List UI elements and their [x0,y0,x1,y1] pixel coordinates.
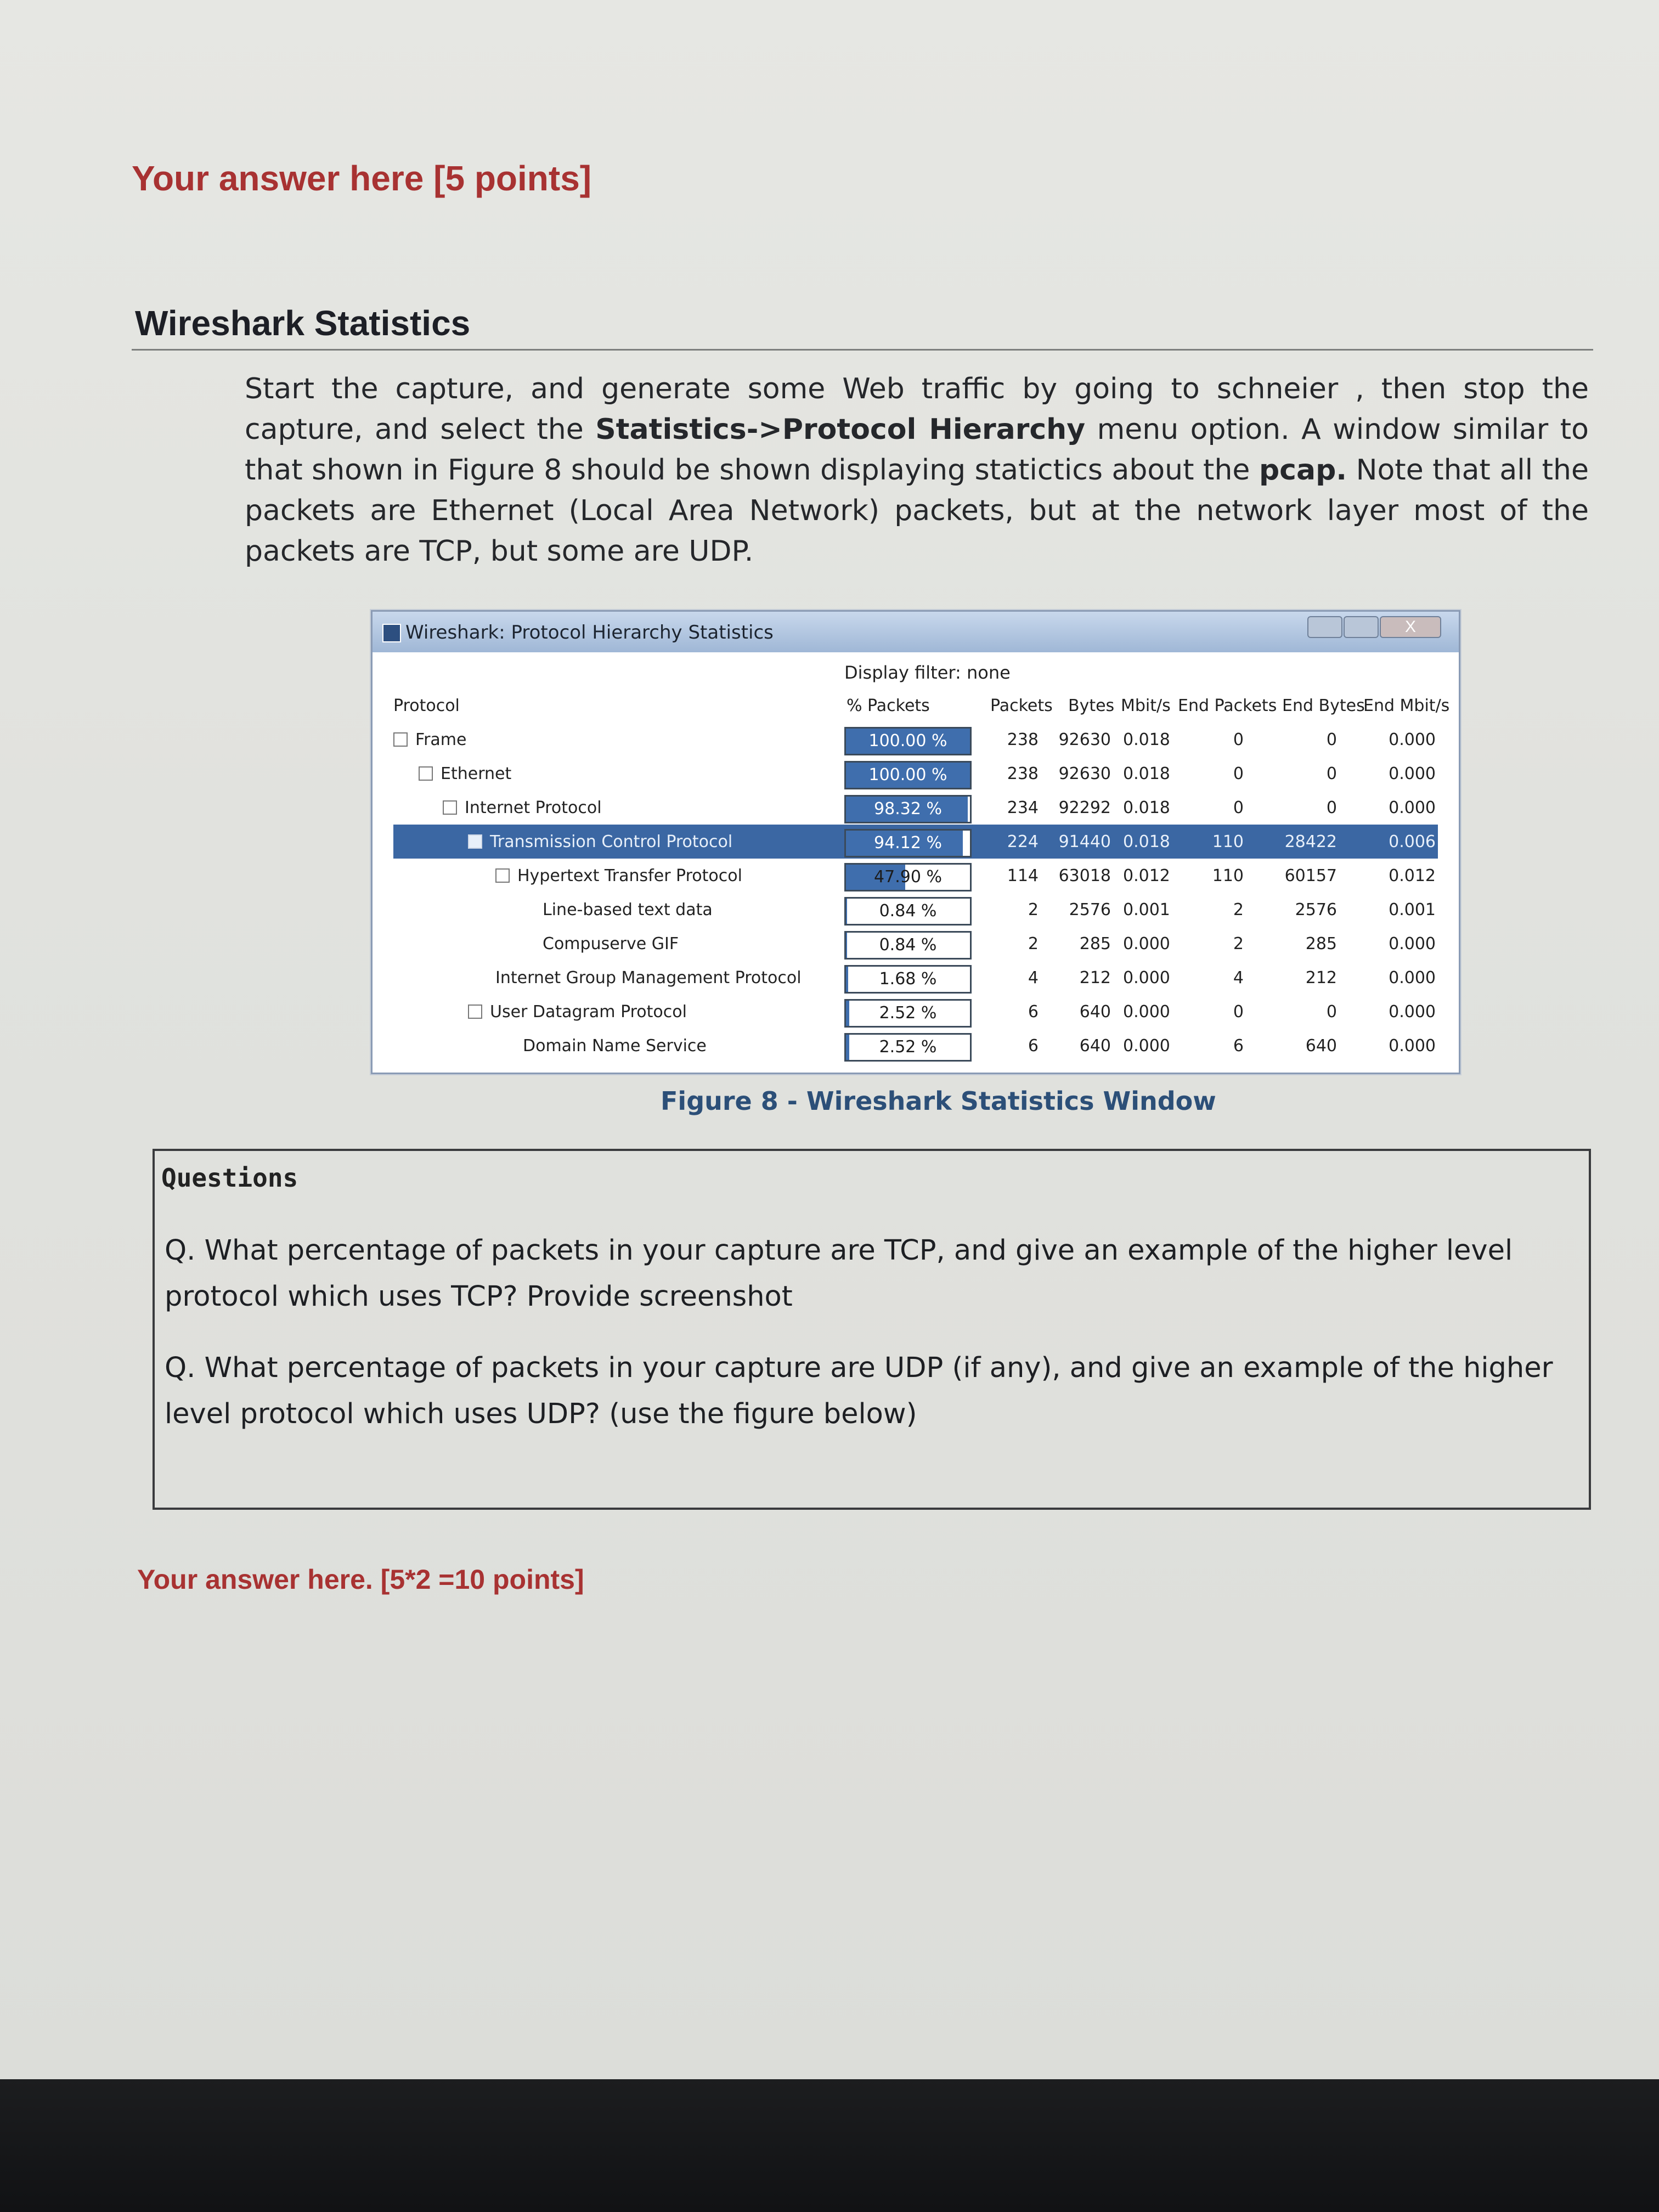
questions-heading: Questions [161,1163,298,1193]
answer-prompt-5-points: Your answer here [5 points] [132,159,592,198]
mbits-value: 0.018 [1123,798,1170,817]
protocol-name: Line-based text data [543,900,713,919]
header-end-mbits[interactable]: End Mbit/s [1363,696,1450,715]
table-row[interactable] [393,859,1438,893]
packets-value: 6 [1028,1002,1039,1022]
end-packets-value: 4 [1233,968,1244,988]
end-mbits-value: 0.000 [1389,934,1436,953]
end-bytes-value: 285 [1305,934,1337,953]
figure-caption: Figure 8 - Wireshark Statistics Window [661,1086,1216,1116]
intro-paragraph [245,369,1589,572]
percent-bar [844,863,972,891]
mbits-value: 0.018 [1123,764,1170,783]
protocol-name: Compuserve GIF [543,934,679,953]
table-row[interactable] [393,893,1438,927]
packets-value: 234 [1007,798,1039,817]
end-bytes-value: 640 [1305,1036,1337,1056]
end-mbits-value: 0.001 [1389,900,1436,919]
end-mbits-value: 0.012 [1389,866,1436,885]
section-divider [132,349,1593,351]
percent-value: 94.12 % [874,833,942,853]
tree-toggle-icon[interactable] [495,868,510,883]
end-packets-value: 110 [1212,832,1244,851]
table-header [393,689,1450,723]
end-packets-value: 2 [1233,934,1244,953]
mbits-value: 0.000 [1123,1002,1170,1022]
header-mbits[interactable]: Mbit/s [1121,696,1171,715]
table-row[interactable] [393,791,1438,825]
end-mbits-value: 0.000 [1389,764,1436,783]
bytes-value: 212 [1079,968,1111,988]
end-bytes-value: 2576 [1295,900,1337,919]
monitor-bezel [0,2079,1659,2212]
maximize-button[interactable] [1344,616,1379,638]
end-bytes-value: 0 [1326,730,1337,749]
window-titlebar[interactable] [373,612,1459,652]
header-percent-packets[interactable]: % Packets [847,696,930,715]
mbits-value: 0.012 [1123,866,1170,885]
percent-value: 100.00 % [868,731,947,751]
end-bytes-value: 212 [1305,968,1337,988]
packets-value: 224 [1007,832,1039,851]
packets-value: 2 [1028,934,1039,953]
end-bytes-value: 28422 [1284,832,1337,851]
end-mbits-value: 0.000 [1389,968,1436,988]
close-button[interactable]: X [1380,616,1441,638]
end-bytes-value: 0 [1326,1002,1337,1022]
bytes-value: 92630 [1058,764,1111,783]
end-packets-value: 6 [1233,1036,1244,1056]
protocol-name: Internet Protocol [465,798,602,817]
header-packets[interactable]: Packets [990,696,1053,715]
packets-value: 238 [1007,730,1039,749]
bytes-value: 2576 [1069,900,1111,919]
wireshark-window [371,610,1460,1074]
questions-box [153,1149,1591,1510]
packets-value: 6 [1028,1036,1039,1056]
percent-bar [844,931,972,960]
table-row[interactable] [393,757,1438,791]
packets-value: 4 [1028,968,1039,988]
end-mbits-value: 0.006 [1389,832,1436,851]
tree-toggle-icon[interactable] [393,732,408,747]
section-heading: Wireshark Statistics [135,303,471,343]
percent-value: 98.32 % [874,799,942,819]
bytes-value: 285 [1079,934,1111,953]
packets-value: 114 [1007,866,1039,885]
percent-bar [844,1033,972,1062]
bytes-value: 91440 [1058,832,1111,851]
protocol-name: Frame [415,730,467,749]
table-row[interactable] [393,995,1438,1029]
question-1: Q. What percentage of packets in your capture are TCP, and give an example of the higher level protocol which uses TCP? Provide screenshot [165,1234,1513,1313]
intro-menu-path: Statistics->Protocol Hierarchy [595,413,1086,446]
end-packets-value: 0 [1233,1002,1244,1022]
bytes-value: 63018 [1058,866,1111,885]
mbits-value: 0.000 [1123,934,1170,953]
end-packets-value: 2 [1233,900,1244,919]
percent-value: 47.90 % [874,867,942,887]
end-packets-value: 0 [1233,764,1244,783]
end-packets-value: 110 [1212,866,1244,885]
end-bytes-value: 60157 [1284,866,1337,885]
table-row[interactable] [393,927,1438,961]
mbits-value: 0.018 [1123,832,1170,851]
answer-prompt-10-points: Your answer here. [5*2 =10 points] [137,1564,584,1595]
percent-bar [844,727,972,755]
mbits-value: 0.018 [1123,730,1170,749]
table-body [393,723,1438,1063]
protocol-name: Ethernet [441,764,512,783]
packets-value: 238 [1007,764,1039,783]
end-packets-value: 0 [1233,798,1244,817]
tree-toggle-icon[interactable] [468,1005,482,1019]
header-end-bytes[interactable]: End Bytes [1282,696,1365,715]
table-row[interactable] [393,1029,1438,1063]
percent-value: 2.52 % [879,1003,937,1023]
mbits-value: 0.000 [1123,1036,1170,1056]
end-mbits-value: 0.000 [1389,798,1436,817]
percent-bar [844,999,972,1028]
protocol-name: Internet Group Management Protocol [495,968,802,988]
table-row[interactable] [393,961,1438,995]
window-title: Wireshark: Protocol Hierarchy Statistics [405,622,774,644]
minimize-button[interactable] [1307,616,1342,638]
end-bytes-value: 0 [1326,798,1337,817]
percent-value: 0.84 % [879,901,937,921]
bytes-value: 640 [1079,1002,1111,1022]
end-packets-value: 0 [1233,730,1244,749]
intro-pcap: pcap. [1259,454,1347,487]
protocol-name: Transmission Control Protocol [490,832,733,851]
mbits-value: 0.001 [1123,900,1170,919]
protocol-name: Domain Name Service [523,1036,707,1056]
header-bytes[interactable]: Bytes [1068,696,1115,715]
end-mbits-value: 0.000 [1389,1036,1436,1056]
percent-value: 100.00 % [868,765,947,785]
protocol-name: Hypertext Transfer Protocol [517,866,742,885]
percent-bar [844,965,972,994]
percent-bar [844,761,972,789]
tree-toggle-icon[interactable] [443,800,457,815]
packets-value: 2 [1028,900,1039,919]
percent-value: 1.68 % [879,969,937,989]
intro-text-3: Note that all the packets are Ethernet (Local Area Network) packets, but at the network layer most of the packets are TCP, but some are UDP. [245,454,1589,568]
mbits-value: 0.000 [1123,968,1170,988]
end-bytes-value: 0 [1326,764,1337,783]
percent-bar [844,829,972,857]
bytes-value: 92630 [1058,730,1111,749]
percent-bar [844,795,972,823]
bytes-value: 92292 [1058,798,1111,817]
display-filter-label: Display filter: none [844,662,1011,683]
question-2: Q. What percentage of packets in your capture are UDP (if any), and give an example of the higher level protocol which uses UDP? (use the figure below) [165,1352,1553,1430]
end-mbits-value: 0.000 [1389,1002,1436,1022]
percent-bar [844,897,972,926]
tree-toggle-icon[interactable] [419,766,433,781]
table-row[interactable] [393,825,1438,859]
table-row[interactable] [393,723,1438,757]
intro-text-2: menu option. A window similar to that shown in Figure 8 should be shown displaying statictics about the [245,413,1589,487]
intro-text-1: Start the capture, and generate some Web traffic by going to schneier , then stop the capture, and select the [245,373,1589,446]
wireshark-app-icon [382,624,401,642]
protocol-name: User Datagram Protocol [490,1002,687,1022]
end-mbits-value: 0.000 [1389,730,1436,749]
percent-value: 2.52 % [879,1037,937,1057]
header-end-packets[interactable]: End Packets [1178,696,1277,715]
bytes-value: 640 [1079,1036,1111,1056]
percent-value: 0.84 % [879,935,937,955]
tree-toggle-icon[interactable] [468,834,482,849]
protocol-hierarchy-table [393,689,1450,1063]
header-protocol[interactable]: Protocol [393,696,460,715]
